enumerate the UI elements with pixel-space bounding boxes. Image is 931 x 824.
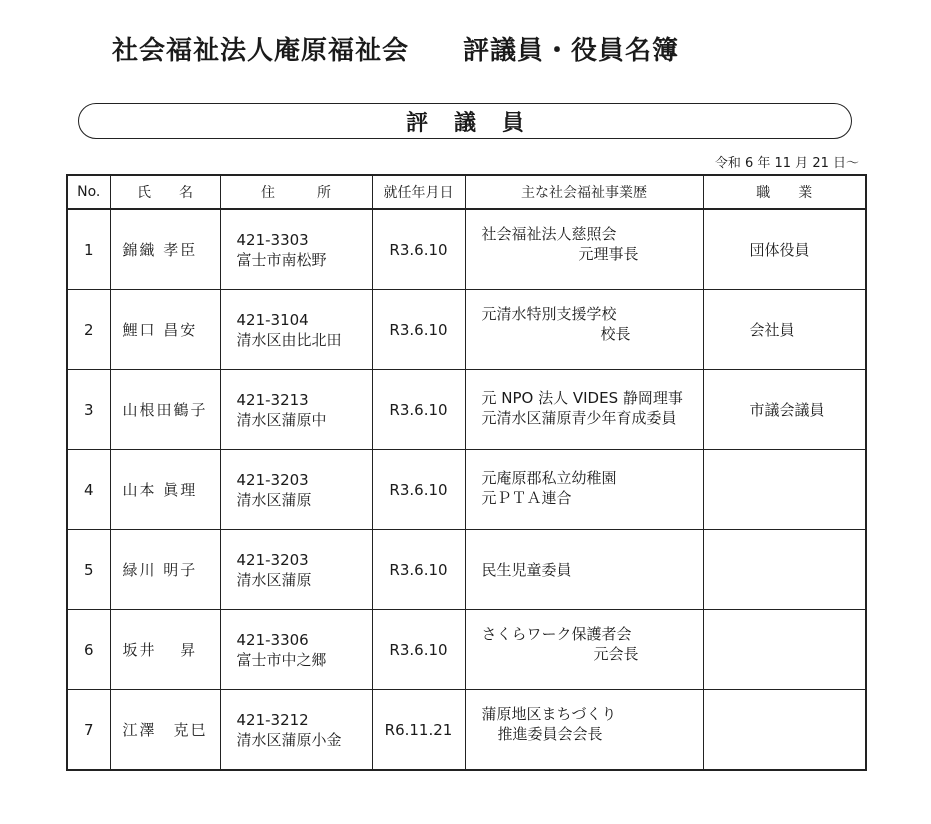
row-career-line1: さくらワーク保護者会 xyxy=(481,625,632,643)
row-appointed: R3.6.10 xyxy=(372,530,465,610)
row-address-line: 清水区蒲原 xyxy=(236,490,312,509)
row-postcode: 421-3203 xyxy=(236,550,309,569)
row-address xyxy=(220,690,372,771)
row-career-line1: 蒲原地区まちづくり xyxy=(481,705,617,723)
row-no: 5 xyxy=(67,530,110,610)
row-postcode: 421-3212 xyxy=(236,710,309,729)
row-career xyxy=(465,690,703,771)
row-no: 6 xyxy=(67,610,110,690)
row-no: 1 xyxy=(67,209,110,290)
row-address xyxy=(220,610,372,690)
row-career-line2: 推進委員会会長 xyxy=(497,725,603,743)
row-address-line: 清水区蒲原中 xyxy=(236,410,327,429)
header-name: 氏 名 xyxy=(110,175,220,209)
section-title: 評議員 xyxy=(405,109,550,136)
row-occupation xyxy=(703,450,866,530)
row-name: 緑川 明子 xyxy=(110,530,220,610)
row-career-line1: 元庵原郡私立幼稚園 xyxy=(481,469,617,487)
row-address-line: 清水区蒲原 xyxy=(236,570,312,589)
row-address-line: 清水区蒲原小金 xyxy=(236,730,342,749)
row-no: 7 xyxy=(67,690,110,771)
table-row xyxy=(67,370,866,450)
header-appointed: 就任年月日 xyxy=(372,175,465,209)
header-address: 住 所 xyxy=(220,175,372,209)
table-row xyxy=(67,610,866,690)
row-no: 3 xyxy=(67,370,110,450)
row-occupation: 団体役員 xyxy=(703,209,866,290)
row-career-line2: 元理事長 xyxy=(578,245,639,263)
row-appointed: R3.6.10 xyxy=(372,450,465,530)
row-career xyxy=(465,290,703,370)
row-postcode: 421-3104 xyxy=(236,310,309,329)
row-address-line: 清水区由比北田 xyxy=(236,330,342,349)
row-occupation: 市議会議員 xyxy=(703,370,866,450)
row-occupation xyxy=(703,530,866,610)
row-career-line2: 元ＰＴＡ連合 xyxy=(481,489,572,507)
row-address xyxy=(220,290,372,370)
row-name: 錦織 孝臣 xyxy=(110,209,220,290)
row-no: 2 xyxy=(67,290,110,370)
row-career-line2: 元会長 xyxy=(593,645,639,663)
header-occupation: 職 業 xyxy=(703,175,866,209)
row-career-line1: 社会福祉法人慈照会 xyxy=(481,225,617,243)
row-postcode: 421-3203 xyxy=(236,470,309,489)
row-appointed: R3.6.10 xyxy=(372,290,465,370)
row-address-line: 富士市南松野 xyxy=(236,250,327,269)
table-row xyxy=(67,209,866,290)
row-postcode: 421-3213 xyxy=(236,390,309,409)
row-occupation xyxy=(703,690,866,771)
row-address xyxy=(220,209,372,290)
row-name: 山本 眞理 xyxy=(110,450,220,530)
row-address xyxy=(220,530,372,610)
row-career-line1: 元清水特別支援学校 xyxy=(481,305,617,323)
row-career-line1: 民生児童委員 xyxy=(481,561,572,579)
row-name: 山根田鶴子 xyxy=(110,370,220,450)
row-appointed: R3.6.10 xyxy=(372,370,465,450)
row-career-line2: 校長 xyxy=(600,325,631,343)
row-career-line1: 元 NPO 法人 VIDES 静岡理事 xyxy=(481,389,683,407)
row-occupation xyxy=(703,610,866,690)
section-banner xyxy=(78,103,852,139)
councillor-table xyxy=(66,174,867,771)
page-title: 社会福祉法人庵原福祉会 評議員・役員名簿 xyxy=(112,36,680,66)
table-row xyxy=(67,450,866,530)
row-address-line: 富士市中之郷 xyxy=(236,650,327,669)
row-career xyxy=(465,209,703,290)
row-name: 江澤 克巳 xyxy=(110,690,220,771)
row-occupation: 会社員 xyxy=(703,290,866,370)
table-row xyxy=(67,690,866,771)
effective-date: 令和 6 年 11 月 21 日～ xyxy=(714,156,859,171)
row-appointed: R3.6.10 xyxy=(372,610,465,690)
row-postcode: 421-3306 xyxy=(236,630,309,649)
row-address xyxy=(220,370,372,450)
table-row xyxy=(67,530,866,610)
row-career xyxy=(465,530,703,610)
row-postcode: 421-3303 xyxy=(236,230,309,249)
row-appointed: R3.6.10 xyxy=(372,209,465,290)
row-address xyxy=(220,450,372,530)
row-career xyxy=(465,450,703,530)
row-career xyxy=(465,370,703,450)
row-career-line2: 元清水区蒲原青少年育成委員 xyxy=(481,409,677,427)
row-name: 坂井 昇 xyxy=(110,610,220,690)
row-career xyxy=(465,610,703,690)
row-appointed: R6.11.21 xyxy=(372,690,465,771)
table-row xyxy=(67,290,866,370)
row-name: 鯉口 昌安 xyxy=(110,290,220,370)
row-no: 4 xyxy=(67,450,110,530)
header-no: No. xyxy=(67,175,110,209)
header-career: 主な社会福祉事業歴 xyxy=(465,175,703,209)
table-header-row xyxy=(67,175,866,209)
